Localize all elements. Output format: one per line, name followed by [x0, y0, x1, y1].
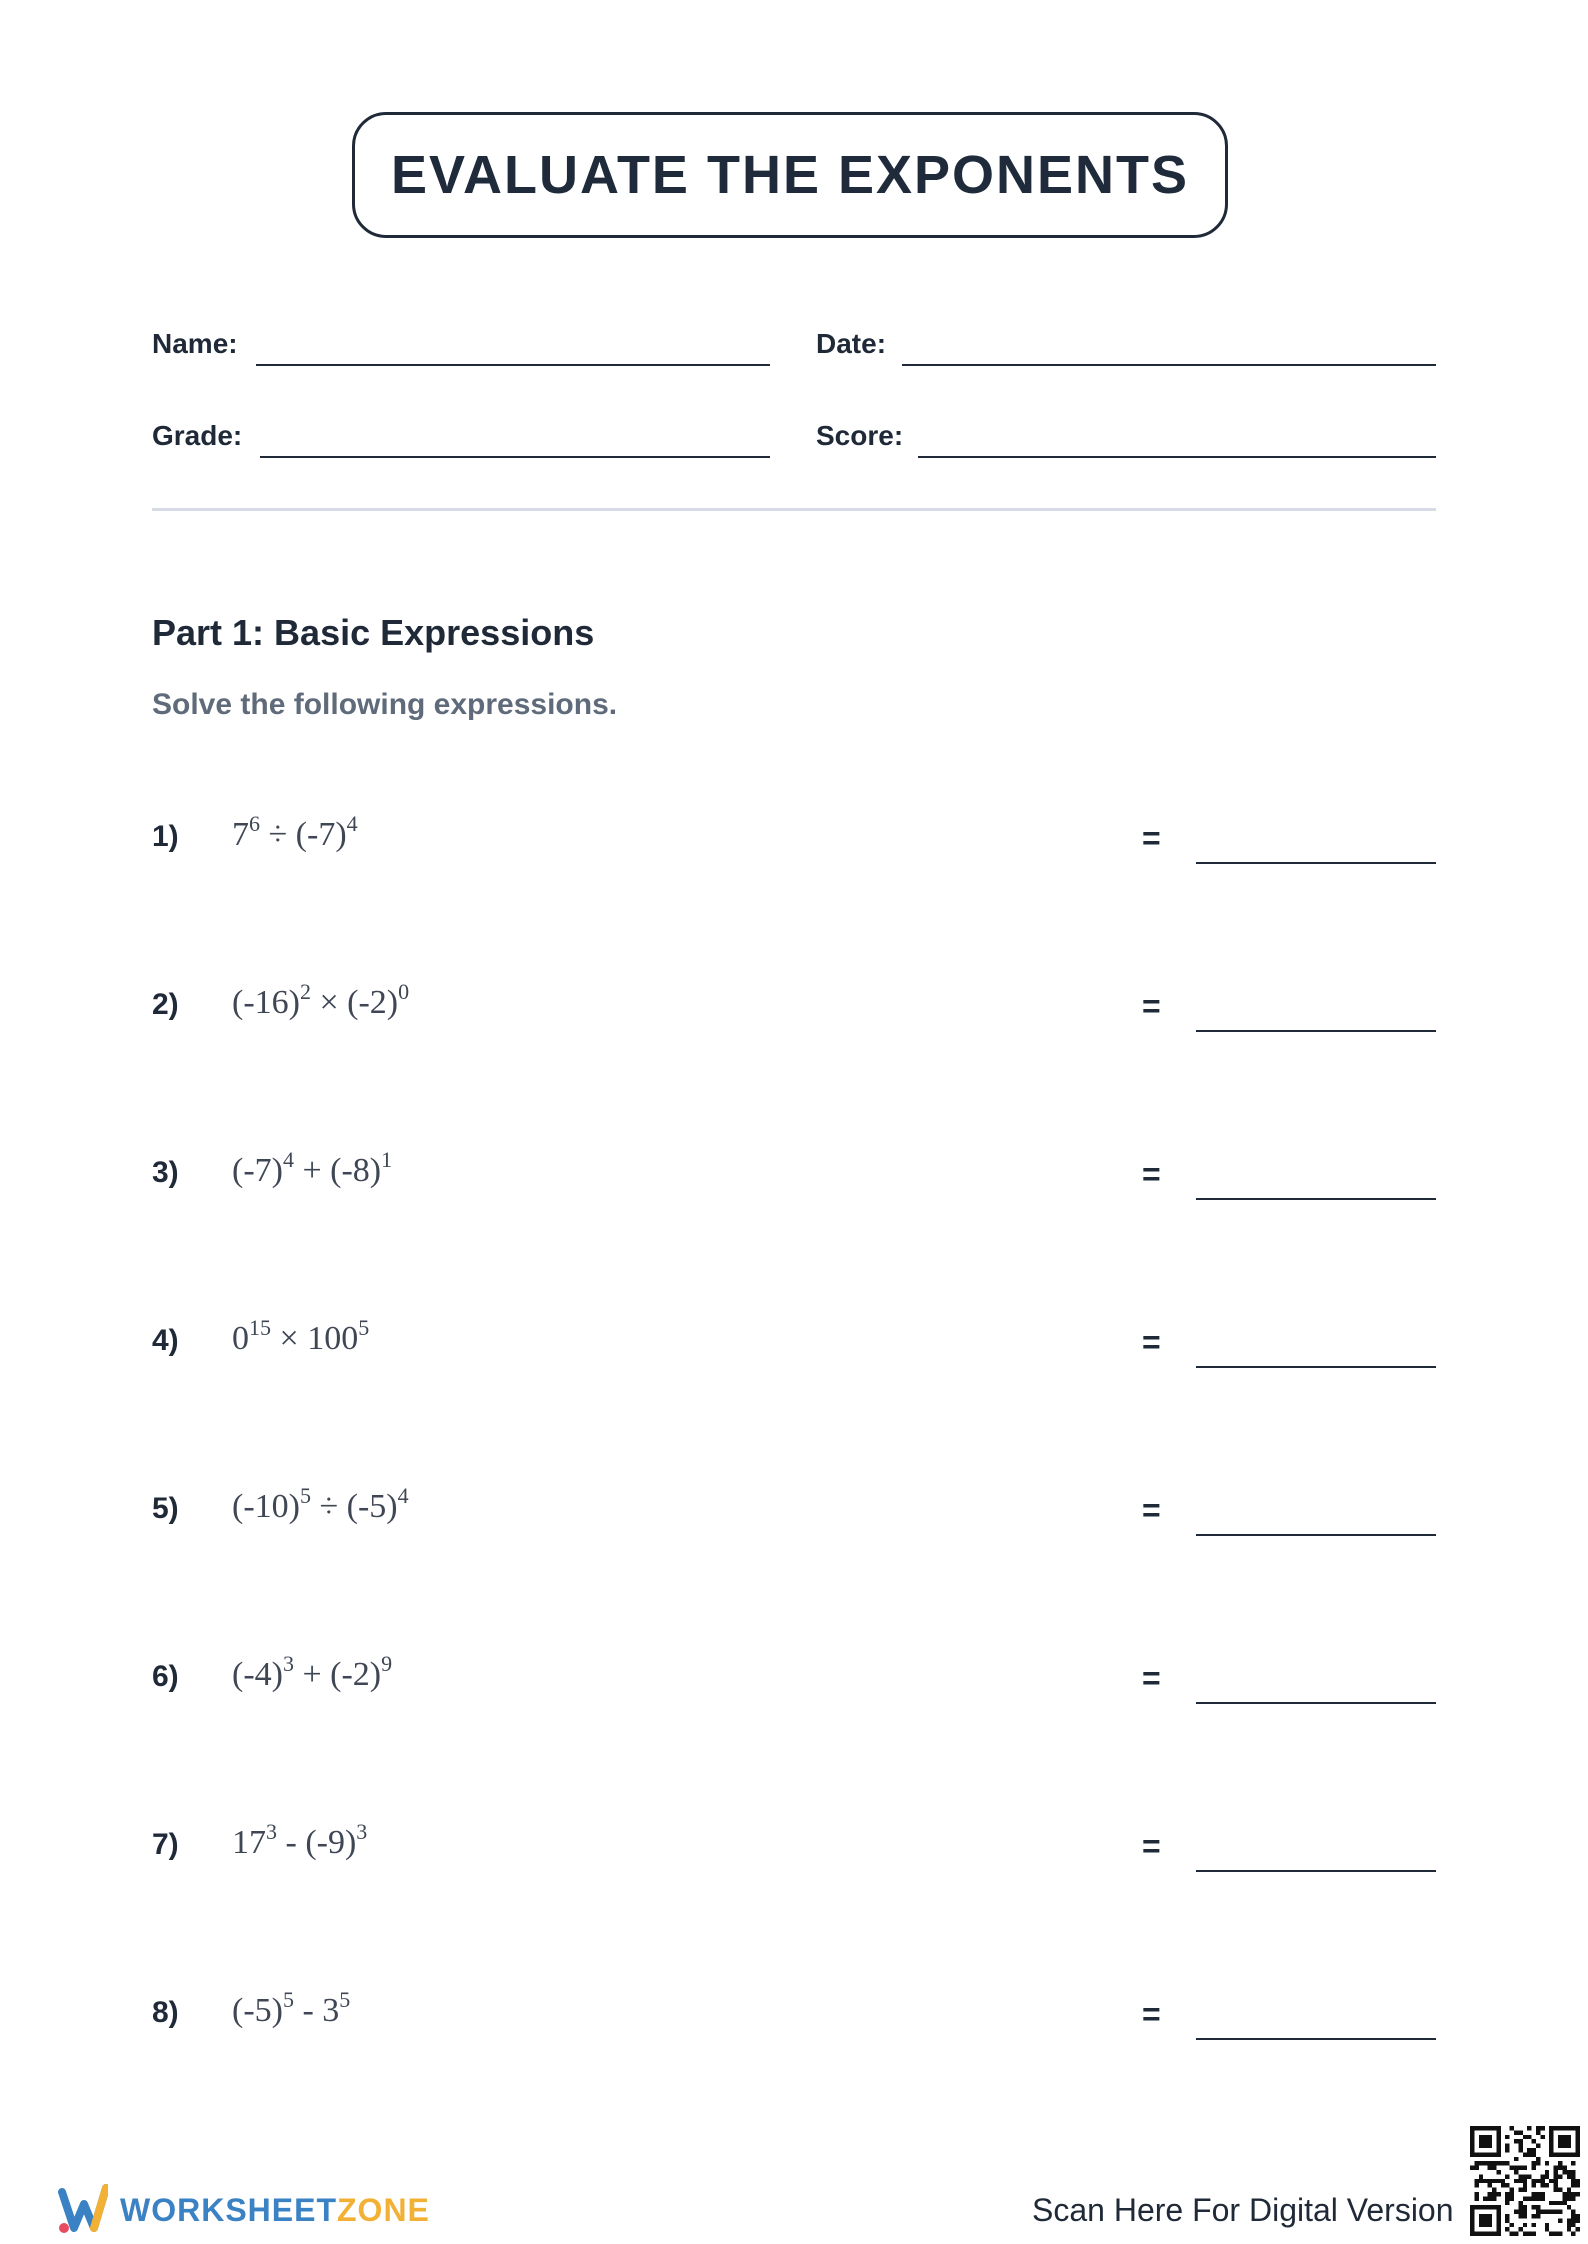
qr-code-icon[interactable]: [1470, 2126, 1580, 2236]
exponent: 5: [299, 1483, 311, 1508]
answer-field[interactable]: [1196, 1702, 1436, 1704]
brand-name-part2: ZONE: [337, 2191, 430, 2228]
base: (-9): [305, 1824, 357, 1861]
problem-number: 5): [152, 1492, 179, 1525]
base: (-7): [232, 1152, 283, 1189]
base: (-2): [330, 1656, 382, 1693]
problem-number: 4): [152, 1324, 179, 1357]
problem-expression: [232, 1819, 368, 1862]
base: 7: [232, 816, 249, 853]
operator: ×: [271, 1320, 308, 1357]
problem-expression: [232, 1315, 370, 1358]
equals-sign: =: [1142, 1660, 1161, 1696]
grade-label: Grade:: [152, 420, 243, 451]
section-instructions: Solve the following expressions.: [152, 688, 618, 721]
operator: -: [277, 1824, 306, 1861]
equals-sign: =: [1142, 1828, 1161, 1864]
problem-expression: [232, 1147, 393, 1190]
base: (-5): [232, 1992, 283, 2029]
exponent: 1: [381, 1147, 393, 1172]
exponent: 4: [397, 1483, 409, 1508]
exponent: 15: [249, 1315, 271, 1340]
operator: ÷: [310, 1488, 347, 1525]
problem-number: 1): [152, 820, 179, 853]
score-field[interactable]: [918, 456, 1436, 458]
answer-field[interactable]: [1196, 862, 1436, 864]
problem-row: [0, 1315, 1588, 1384]
operator: ÷: [260, 816, 296, 853]
header-divider: [152, 508, 1436, 511]
answer-field[interactable]: [1196, 1198, 1436, 1200]
operator: -: [293, 1992, 323, 2029]
problem-row: [0, 1651, 1588, 1720]
exponent: 4: [282, 1147, 294, 1172]
brand-name-part1: WORKSHEET: [120, 2191, 337, 2228]
problem-number: 7): [152, 1828, 179, 1861]
operator: ×: [310, 984, 348, 1021]
problem-number: 6): [152, 1660, 179, 1693]
date-label: Date:: [816, 328, 887, 359]
equals-sign: =: [1142, 1492, 1161, 1528]
answer-field[interactable]: [1196, 1030, 1436, 1032]
base: (-5): [346, 1488, 398, 1525]
base: (-16): [232, 984, 300, 1021]
brand: [58, 2182, 430, 2238]
equals-sign: =: [1142, 988, 1161, 1024]
base: 17: [232, 1824, 266, 1861]
page-title: EVALUATE THE EXPONENTS: [390, 145, 1190, 205]
exponent: 9: [381, 1651, 393, 1676]
problem-number: 8): [152, 1996, 179, 2029]
base: 0: [232, 1320, 249, 1357]
exponent: 4: [346, 811, 358, 836]
problem-row: [0, 979, 1588, 1048]
base: 3: [322, 1992, 340, 2029]
problem-row: [0, 1147, 1588, 1216]
problem-expression: [232, 811, 358, 854]
score-label: Score:: [816, 420, 904, 451]
exponent: 6: [249, 811, 260, 836]
equals-sign: =: [1142, 1324, 1161, 1360]
worksheetzone-logo-icon: [58, 2182, 108, 2238]
problem-expression: [232, 1483, 409, 1526]
exponent: 0: [398, 979, 410, 1004]
exponent: 5: [282, 1987, 294, 2012]
base: (-2): [347, 984, 399, 1021]
operator: +: [293, 1152, 331, 1189]
scan-caption: Scan Here For Digital Version: [1032, 2192, 1454, 2228]
equals-sign: =: [1142, 1996, 1161, 2032]
problem-row: [0, 1987, 1588, 2056]
problem-row: [0, 811, 1588, 880]
base: (-7): [295, 816, 347, 853]
answer-field[interactable]: [1196, 1534, 1436, 1536]
answer-field[interactable]: [1196, 1366, 1436, 1368]
base: (-8): [330, 1152, 382, 1189]
date-field[interactable]: [902, 364, 1436, 366]
answer-field[interactable]: [1196, 2038, 1436, 2040]
base: (-4): [232, 1656, 283, 1693]
exponent: 3: [356, 1819, 368, 1844]
section-title: Part 1: Basic Expressions: [152, 612, 595, 653]
base: 100: [307, 1320, 359, 1357]
equals-sign: =: [1142, 820, 1161, 856]
problem-expression: [232, 979, 410, 1022]
exponent: 5: [339, 1987, 351, 2012]
exponent: 2: [299, 979, 311, 1004]
base: (-10): [232, 1488, 300, 1525]
name-label: Name:: [152, 328, 238, 359]
exponent: 5: [358, 1315, 370, 1340]
brand-name: [120, 2192, 430, 2229]
exponent: 3: [282, 1651, 294, 1676]
problem-expression: [232, 1651, 393, 1694]
problem-expression: [232, 1987, 351, 2030]
problem-row: [0, 1819, 1588, 1888]
grade-field[interactable]: [260, 456, 770, 458]
answer-field[interactable]: [1196, 1870, 1436, 1872]
operator: +: [293, 1656, 331, 1693]
exponent: 3: [266, 1819, 277, 1844]
name-field[interactable]: [256, 364, 770, 366]
problem-number: 2): [152, 988, 179, 1021]
equals-sign: =: [1142, 1156, 1161, 1192]
problem-row: [0, 1483, 1588, 1552]
title-box: [352, 112, 1228, 238]
problem-number: 3): [152, 1156, 179, 1189]
